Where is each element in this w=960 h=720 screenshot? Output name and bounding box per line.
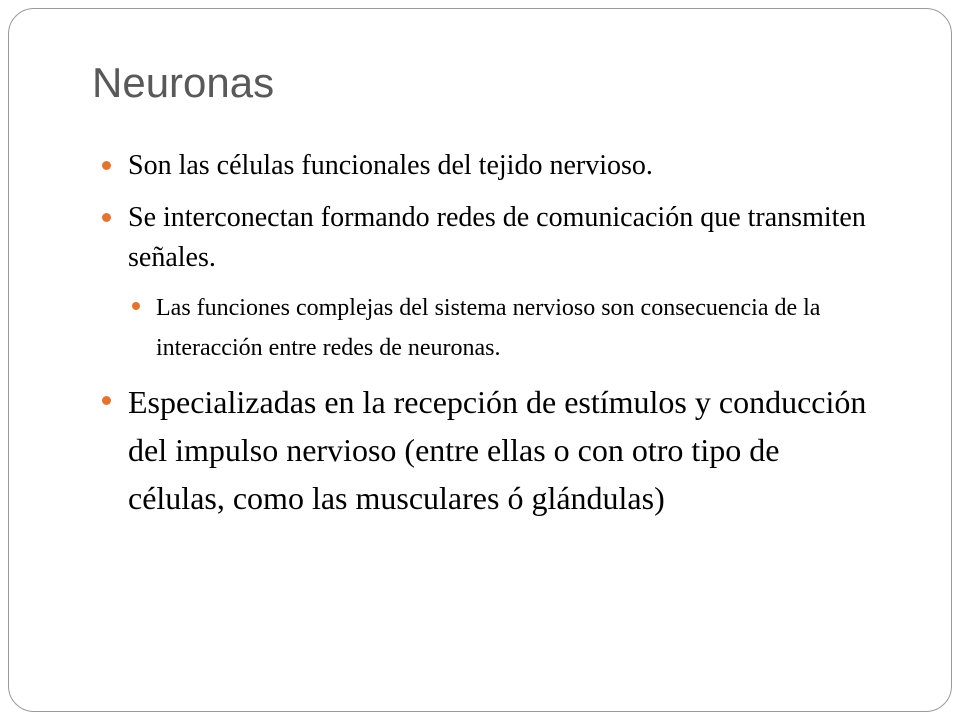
bullet-icon [102,161,111,170]
bullet-icon [102,213,111,222]
bullet-icon [102,396,111,405]
bullet-item-2 [100,198,880,278]
bullet-text: Son las células funcionales del tejido nervioso. [128,150,653,181]
bullet-icon [132,302,140,310]
bullet-item-3 [100,378,880,522]
bullet-text: Especializadas en la recepción de estímulos y conducción del impulso nervioso (entre ellas o con otro tipo de células, como las musculares ó glándulas) [128,384,867,516]
bullet-text: Las funciones complejas del sistema nervioso son consecuencia de la interacción entre redes de neuronas. [156,295,821,361]
bullet-item-1 [100,146,880,186]
bullet-list [100,146,880,534]
slide-title: Neuronas [92,59,275,106]
sub-bullet-item-1 [100,288,880,368]
bullet-text: Se interconectan formando redes de comunicación que transmiten señales. [128,202,866,273]
